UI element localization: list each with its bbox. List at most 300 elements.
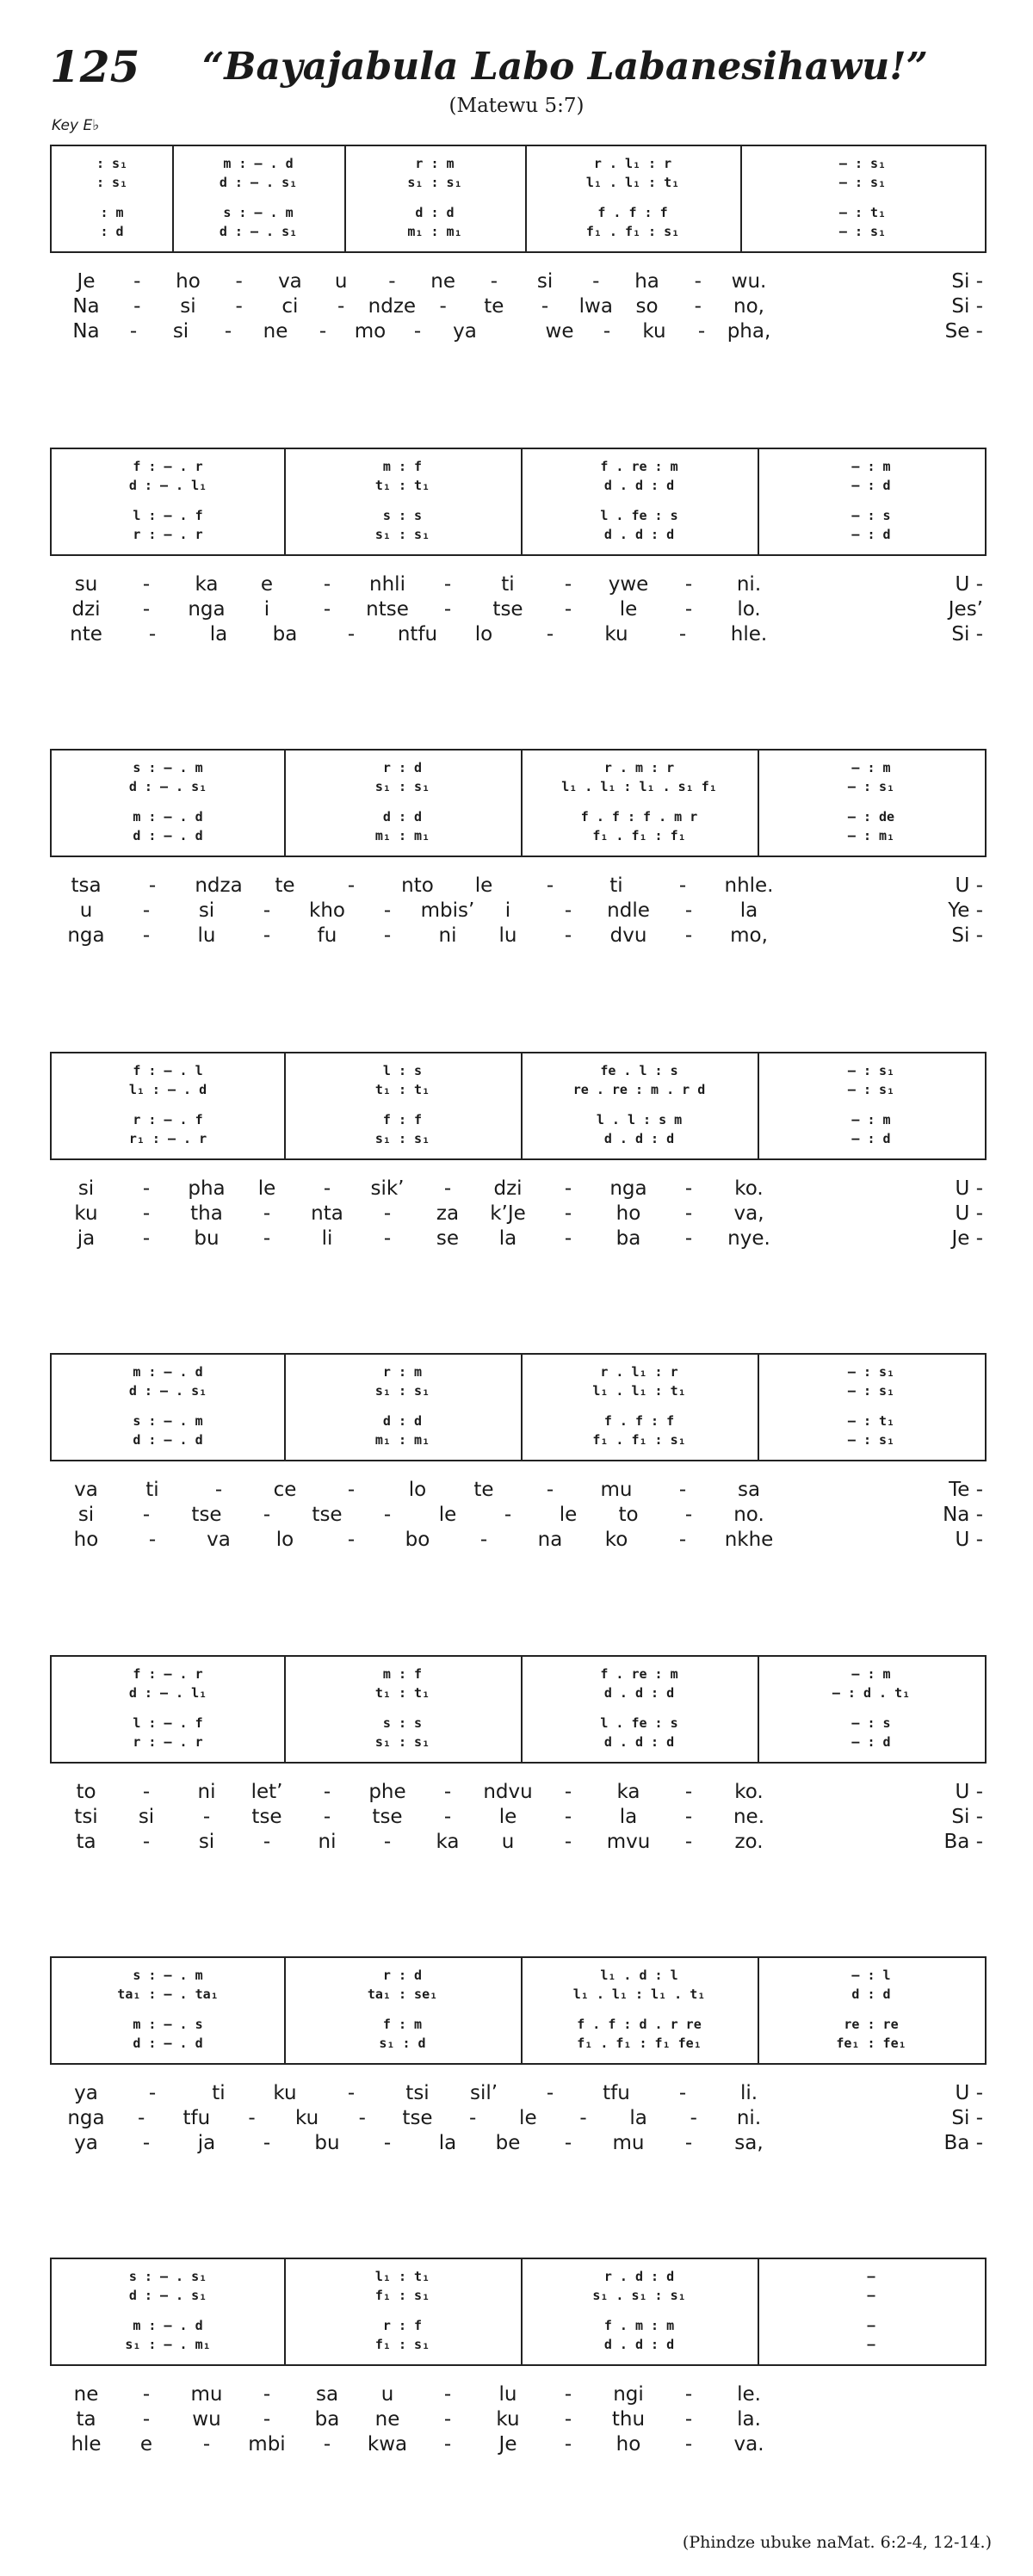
solfa-notes: s₁ : s₁ — [374, 779, 430, 794]
lyric-syllable: nto — [401, 874, 434, 897]
lyric-syllable: ho — [615, 1202, 641, 1225]
lyric-syllable: ja — [77, 1227, 96, 1250]
lyric-pickup: Je - — [951, 1227, 983, 1250]
music-system — [0, 1353, 1033, 1637]
solfa-notes: — : s — [851, 1715, 891, 1731]
lyric-pickup: Jes’ — [948, 598, 983, 621]
lyric-syllable: - — [148, 874, 157, 897]
staff-box — [50, 1655, 987, 1764]
lyric-syllable: ndze — [368, 295, 417, 318]
solfa-notes: f₁ . f₁ : s₁ — [592, 1432, 686, 1448]
lyric-syllable: - — [684, 1202, 693, 1225]
lyric-syllable: ne — [430, 270, 455, 293]
lyric-syllable: ku — [74, 1202, 98, 1225]
lyric-syllable: ho — [176, 270, 201, 293]
lyric-syllable: - — [142, 573, 151, 596]
lyric-line — [0, 2106, 1033, 2130]
solfa-notes: — — [867, 2318, 875, 2333]
lyric-syllable: - — [678, 874, 687, 897]
lyric-syllable: - — [678, 1479, 687, 1501]
barline — [521, 1053, 523, 1158]
lyric-syllable: - — [224, 320, 232, 343]
lyric-syllable: ba — [615, 1227, 641, 1250]
lyric-syllable: tsi — [74, 1806, 98, 1828]
footnote: (Phindze ubuke naMat. 6:2-4, 12-14.) — [682, 2533, 992, 2552]
solfa-notes: ta₁ : – . ta₁ — [117, 1986, 219, 2002]
lyric-syllable: ba — [314, 2408, 340, 2431]
lyric-syllable: - — [479, 1529, 488, 1551]
lyric-syllable: mo, — [730, 924, 768, 947]
lyric-syllable: - — [684, 598, 693, 621]
lyric-syllable: - — [439, 295, 447, 318]
lyric-syllable: - — [263, 2383, 271, 2406]
lyric-syllable: - — [142, 598, 151, 621]
solfa-notes: : s₁ — [96, 175, 128, 190]
lyric-syllable: si — [198, 1831, 215, 1853]
lyric-line — [0, 924, 1033, 948]
barline — [344, 146, 346, 251]
solfa-notes: s₁ . s₁ : s₁ — [592, 2288, 686, 2303]
lyric-syllable: li. — [739, 2082, 758, 2104]
lyric-pickup: Te - — [949, 1479, 983, 1501]
solfa-notes: — : m — [851, 1666, 891, 1682]
lyric-syllable: le — [559, 1504, 578, 1526]
lyric-syllable: - — [678, 623, 687, 646]
lyric-syllable: - — [235, 295, 243, 318]
barline — [758, 1657, 759, 1762]
solfa-notes: : s₁ — [96, 156, 128, 171]
barline — [758, 449, 759, 554]
lyric-syllable: le — [619, 598, 638, 621]
barline — [521, 2259, 523, 2364]
lyric-syllable: - — [684, 2383, 693, 2406]
lyric-syllable: - — [564, 1202, 572, 1225]
solfa-notes: d . d : d — [603, 2337, 675, 2352]
solfa-notes: — : m — [851, 459, 891, 474]
lyric-syllable: we — [545, 320, 574, 343]
solfa-notes: f : m — [382, 2017, 423, 2032]
lyric-syllable: Na — [72, 295, 100, 318]
solfa-notes: d : – . s₁ — [128, 779, 207, 794]
solfa-notes: f . f : f . m r — [580, 809, 698, 825]
barline — [172, 146, 174, 251]
lyric-syllable: - — [133, 270, 141, 293]
lyric-syllable: ni — [438, 924, 457, 947]
solfa-notes: — — [867, 2288, 875, 2303]
music-system — [0, 448, 1033, 732]
lyric-syllable: u — [501, 1831, 515, 1853]
solfa-notes: l₁ . l₁ : l₁ . t₁ — [572, 1986, 706, 2002]
lyric-pickup: U - — [955, 1202, 983, 1225]
lyric-syllable: - — [214, 1479, 223, 1501]
barline — [521, 1657, 523, 1762]
lyric-syllable: ya — [453, 320, 477, 343]
solfa-notes: r : – . r — [133, 1734, 203, 1750]
solfa-notes: f . m : m — [603, 2318, 675, 2333]
lyric-syllable: Je — [498, 2433, 517, 2456]
solfa-notes: s : – . s₁ — [128, 2269, 207, 2284]
solfa-notes: — : s₁ — [847, 1063, 895, 1078]
solfa-notes: m₁ : m₁ — [407, 224, 462, 239]
lyric-syllable: - — [504, 1504, 512, 1526]
lyric-syllable: - — [564, 1831, 572, 1853]
lyric-syllable: pha, — [727, 320, 771, 343]
lyric-syllable: ka — [436, 1831, 460, 1853]
lyric-syllable: kwa — [367, 2433, 408, 2456]
solfa-notes: r : – . f — [133, 1112, 203, 1127]
lyric-pickup: Si - — [951, 295, 983, 318]
lyric-syllable: ko. — [734, 1177, 764, 1200]
lyric-syllable: ce — [273, 1479, 297, 1501]
lyric-syllable: lu — [498, 924, 517, 947]
lyric-syllable: - — [347, 1529, 356, 1551]
lyric-syllable: - — [263, 2408, 271, 2431]
solfa-notes: — : s₁ — [847, 1383, 895, 1399]
lyric-syllable: - — [383, 1504, 392, 1526]
solfa-notes: s : – . m — [133, 1413, 203, 1429]
lyric-syllable: si — [536, 270, 554, 293]
barline — [284, 1053, 286, 1158]
lyric-syllable: tse — [402, 2107, 433, 2129]
lyric-line — [0, 2432, 1033, 2456]
solfa-notes: r . m : r — [603, 760, 675, 775]
lyric-syllable: - — [337, 295, 345, 318]
lyric-line — [0, 1478, 1033, 1502]
lyric-syllable: - — [694, 270, 702, 293]
lyric-syllable: ne. — [733, 1806, 765, 1828]
solfa-notes: f : – . r — [133, 1666, 203, 1682]
solfa-notes: s₁ : s₁ — [374, 1383, 430, 1399]
solfa-notes: — : t₁ — [838, 205, 887, 220]
lyric-pickup: Si - — [951, 623, 983, 646]
lyric-line — [0, 2081, 1033, 2105]
lyric-syllable: - — [323, 1781, 331, 1803]
lyric-syllable: u — [79, 899, 93, 922]
lyric-syllable: hle — [71, 2433, 102, 2456]
lyric-syllable: - — [138, 2107, 145, 2129]
solfa-notes: t₁ : t₁ — [374, 1082, 430, 1097]
lyric-line — [0, 1202, 1033, 1226]
lyric-syllable: sa — [315, 2383, 339, 2406]
lyric-syllable: le — [474, 874, 493, 897]
lyric-syllable: ci — [281, 295, 299, 318]
lyric-syllable: wu. — [731, 270, 767, 293]
key-signature: Key E♭ — [52, 117, 100, 134]
solfa-notes: — : t₁ — [847, 1413, 895, 1429]
lyric-syllable: - — [443, 573, 452, 596]
music-system — [0, 1052, 1033, 1336]
solfa-notes: r : d — [382, 1968, 423, 1983]
solfa-notes: s : s — [382, 1715, 423, 1731]
lyric-syllable: la — [619, 1806, 638, 1828]
solfa-notes: l₁ . d : l — [600, 1968, 678, 1983]
solfa-notes: m : – . d — [133, 809, 203, 825]
solfa-notes: s : – . m — [133, 1968, 203, 1983]
lyric-syllable: - — [546, 874, 554, 897]
solfa-notes: — — [867, 2269, 875, 2284]
lyric-syllable: - — [564, 924, 572, 947]
lyric-syllable: ywe — [608, 573, 649, 596]
lyric-syllable: - — [133, 295, 141, 318]
lyric-syllable: - — [564, 598, 572, 621]
lyric-syllable: ja — [197, 2132, 216, 2154]
lyric-syllable: nte — [70, 623, 102, 646]
solfa-notes: d : d — [851, 1986, 891, 2002]
lyric-syllable: - — [684, 1806, 693, 1828]
barline — [758, 1053, 759, 1158]
lyric-syllable: - — [546, 1479, 554, 1501]
staff-box — [50, 145, 987, 253]
lyric-syllable: - — [347, 623, 356, 646]
solfa-notes: s₁ : s₁ — [374, 1734, 430, 1750]
lyric-syllable: - — [443, 598, 452, 621]
lyric-syllable: so — [635, 295, 659, 318]
lyric-syllable: - — [347, 874, 356, 897]
lyric-syllable: zo. — [734, 1831, 764, 1853]
solfa-notes: r . l₁ : r — [600, 1364, 678, 1380]
lyric-line — [0, 2131, 1033, 2155]
barline — [284, 1958, 286, 2063]
solfa-notes: l : – . f — [133, 1715, 203, 1731]
solfa-notes: m₁ : m₁ — [374, 1432, 430, 1448]
solfa-notes: m : f — [382, 1666, 423, 1682]
lyric-syllable: nga — [188, 598, 226, 621]
lyric-syllable: dzi — [71, 598, 101, 621]
staff-box — [50, 1052, 987, 1160]
music-system — [0, 2258, 1033, 2542]
solfa-notes: m : f — [382, 459, 423, 474]
lyric-syllable: - — [319, 320, 327, 343]
lyric-line — [0, 1226, 1033, 1251]
lyric-syllable: nkhe — [724, 1529, 774, 1551]
solfa-notes: f . f : d . r re — [577, 2017, 702, 2032]
lyric-syllable: - — [603, 320, 611, 343]
lyric-syllable: tse — [251, 1806, 282, 1828]
lyric-pickup: Se - — [944, 320, 983, 343]
lyric-syllable: - — [142, 1504, 151, 1526]
lyric-syllable: tse — [492, 598, 523, 621]
lyric-syllable: si — [198, 899, 215, 922]
lyric-syllable: su — [74, 573, 98, 596]
lyric-syllable: - — [443, 2383, 452, 2406]
solfa-notes: — : m₁ — [847, 828, 895, 843]
lyric-syllable: bu — [314, 2132, 340, 2154]
lyric-pickup: Ba - — [943, 1831, 983, 1853]
lyric-syllable: ta — [76, 1831, 96, 1853]
solfa-notes: — : d — [851, 478, 891, 493]
lyric-syllable: ndvu — [483, 1781, 533, 1803]
lyric-syllable: - — [263, 1227, 271, 1250]
lyric-syllable: ni — [197, 1781, 216, 1803]
lyric-syllable: no, — [733, 295, 764, 318]
hymn-title: “Bayajabula Labo Labanesihawu!” — [202, 45, 928, 89]
lyric-syllable: - — [388, 270, 396, 293]
solfa-notes: — : d — [851, 527, 891, 542]
lyric-syllable: mo — [354, 320, 387, 343]
lyric-syllable: - — [564, 2408, 572, 2431]
barline — [284, 2259, 286, 2364]
lyric-syllable: ti — [609, 874, 623, 897]
lyric-syllable: - — [142, 899, 151, 922]
lyric-syllable: ko — [604, 1529, 628, 1551]
solfa-notes: m : – . d — [133, 2318, 203, 2333]
lyric-syllable: nga — [67, 924, 105, 947]
lyric-syllable: - — [684, 1227, 693, 1250]
solfa-notes: l : – . f — [133, 508, 203, 523]
lyric-syllable: tfu — [182, 2107, 211, 2129]
lyric-syllable: lo — [408, 1479, 427, 1501]
lyric-syllable: - — [684, 1831, 693, 1853]
staff-box — [50, 1956, 987, 2065]
lyric-syllable: nta — [311, 1202, 343, 1225]
lyric-syllable: ka — [616, 1781, 640, 1803]
lyric-syllable: tsa — [71, 874, 102, 897]
lyric-syllable: mu — [190, 2383, 223, 2406]
barline — [758, 1958, 759, 2063]
lyric-pickup: U - — [955, 1177, 983, 1200]
barline — [284, 449, 286, 554]
solfa-notes: f . re : m — [600, 459, 678, 474]
lyric-syllable: - — [443, 1177, 452, 1200]
lyric-syllable: - — [142, 1831, 151, 1853]
lyric-syllable: ku — [604, 623, 628, 646]
music-system — [0, 1655, 1033, 1939]
lyric-syllable: - — [579, 2107, 587, 2129]
lyric-syllable: ni — [318, 1831, 337, 1853]
lyric-pickup: U - — [955, 1529, 983, 1551]
lyric-syllable: - — [684, 2132, 693, 2154]
lyric-line — [0, 1780, 1033, 1804]
solfa-notes: t₁ : t₁ — [374, 1685, 430, 1701]
lyric-syllable: - — [564, 2383, 572, 2406]
lyric-syllable: tfu — [603, 2082, 630, 2104]
solfa-notes: d : – . d — [133, 1432, 203, 1448]
solfa-notes: — : m — [851, 1112, 891, 1127]
solfa-notes: m : – . s — [133, 2017, 203, 2032]
lyric-syllable: tse — [372, 1806, 403, 1828]
barline — [521, 1355, 523, 1460]
lyric-syllable: pha — [188, 1177, 226, 1200]
lyric-syllable: lo. — [737, 598, 761, 621]
lyric-syllable: ku — [496, 2408, 520, 2431]
lyric-syllable: - — [347, 2082, 356, 2104]
solfa-notes: re . re : m . r d — [572, 1082, 706, 1097]
solfa-notes: d . d : d — [603, 1734, 675, 1750]
lyric-syllable: - — [564, 899, 572, 922]
lyric-syllable: si — [180, 295, 196, 318]
lyric-syllable: la — [739, 899, 758, 922]
solfa-notes: s₁ : – . m₁ — [125, 2337, 211, 2352]
solfa-notes: f : – . l — [133, 1063, 203, 1078]
solfa-notes: s₁ : s₁ — [407, 175, 462, 190]
solfa-notes: l₁ . l₁ : t₁ — [585, 175, 680, 190]
lyric-syllable: - — [684, 2433, 693, 2456]
lyric-line — [0, 622, 1033, 646]
solfa-notes: s₁ : s₁ — [374, 527, 430, 542]
lyric-syllable: ti — [501, 573, 515, 596]
lyric-syllable: - — [323, 573, 331, 596]
solfa-notes: — : s₁ — [838, 156, 887, 171]
lyric-syllable: - — [684, 1504, 693, 1526]
solfa-notes: d : – . l₁ — [128, 1685, 207, 1701]
lyric-syllable: - — [546, 623, 554, 646]
lyric-syllable: za — [436, 1202, 460, 1225]
lyric-syllable: le — [498, 1806, 517, 1828]
lyric-syllable: - — [323, 1177, 331, 1200]
lyric-syllable: tsi — [405, 2082, 430, 2104]
lyric-syllable: - — [202, 1806, 211, 1828]
lyric-syllable: la — [438, 2132, 457, 2154]
solfa-notes: : d — [100, 224, 124, 239]
lyric-syllable: - — [142, 1227, 151, 1250]
solfa-notes: — : s₁ — [847, 1082, 895, 1097]
lyric-syllable: la — [209, 623, 228, 646]
lyric-syllable: ya — [74, 2082, 98, 2104]
lyric-syllable: va, — [733, 1202, 764, 1225]
solfa-notes: s₁ : s₁ — [374, 1131, 430, 1146]
lyric-syllable: - — [383, 1202, 392, 1225]
lyric-syllable: nhli — [369, 573, 405, 596]
lyric-pickup: Si - — [951, 2107, 983, 2129]
lyric-syllable: bu — [194, 1227, 220, 1250]
lyric-syllable: hle. — [730, 623, 768, 646]
barline — [525, 146, 527, 251]
solfa-notes: f . f : f — [597, 205, 668, 220]
lyric-syllable: le — [519, 2107, 537, 2129]
lyric-syllable: u — [380, 2383, 394, 2406]
solfa-notes: t₁ : t₁ — [374, 478, 430, 493]
solfa-notes: — : s — [851, 508, 891, 523]
lyric-pickup: U - — [955, 1781, 983, 1803]
lyric-syllable: - — [263, 2132, 271, 2154]
lyric-syllable: bo — [405, 1529, 430, 1551]
lyric-syllable: - — [142, 924, 151, 947]
lyric-syllable: - — [564, 2433, 572, 2456]
solfa-notes: d . d : d — [603, 1685, 675, 1701]
lyric-syllable: si — [172, 320, 189, 343]
lyric-pickup: Na - — [943, 1504, 983, 1526]
lyric-syllable: - — [592, 270, 600, 293]
solfa-notes: r : m — [415, 156, 455, 171]
lyric-pickup: U - — [955, 573, 983, 596]
lyric-line — [0, 1830, 1033, 1854]
lyric-syllable: - — [694, 295, 702, 318]
lyric-syllable: ka — [195, 573, 219, 596]
solfa-notes: r : – . r — [133, 527, 203, 542]
lyric-syllable: wu — [192, 2408, 221, 2431]
lyric-syllable: ba — [272, 623, 298, 646]
lyric-syllable: i — [263, 598, 270, 621]
lyric-syllable: tse — [191, 1504, 222, 1526]
music-system — [0, 1956, 1033, 2240]
lyric-syllable: ni. — [736, 573, 762, 596]
solfa-notes: — : d . t₁ — [832, 1685, 911, 1701]
lyric-syllable: - — [684, 1177, 693, 1200]
lyric-syllable: - — [469, 2107, 477, 2129]
lyric-syllable: le — [257, 1177, 276, 1200]
lyric-syllable: ni. — [736, 2107, 762, 2129]
lyric-syllable: - — [323, 598, 331, 621]
lyric-pickup: Ba - — [943, 2132, 983, 2154]
lyric-syllable: - — [263, 1202, 271, 1225]
scripture-reference: (Matewu 5:7) — [448, 95, 585, 117]
lyric-syllable: la — [498, 1227, 517, 1250]
solfa-notes: — : l — [851, 1968, 891, 1983]
lyric-syllable: ku — [273, 2082, 297, 2104]
lyric-syllable: k’Je — [490, 1202, 526, 1225]
solfa-notes: d . d : d — [603, 1131, 675, 1146]
solfa-notes: d : d — [415, 205, 455, 220]
